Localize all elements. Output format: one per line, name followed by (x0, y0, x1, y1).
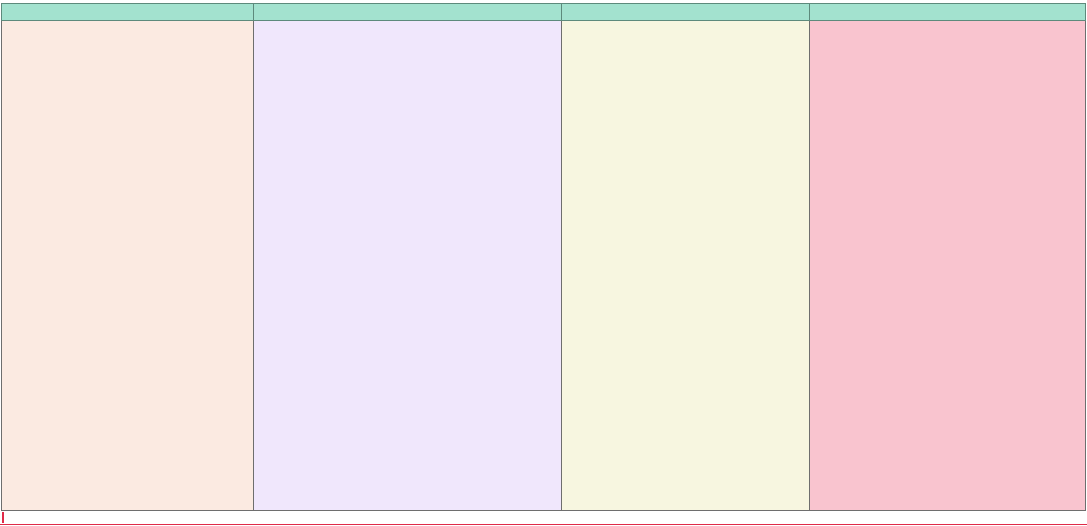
disclaimer-text (2, 512, 4, 523)
bottom-divider (0, 524, 1087, 525)
biology-header (810, 4, 1086, 21)
biology-column (810, 21, 1086, 511)
chemistry-header (254, 4, 562, 21)
header-row (2, 4, 1086, 21)
chemistry-column (254, 21, 562, 511)
content-row (2, 21, 1086, 511)
physics-column (2, 21, 254, 511)
mathematics-column (562, 21, 810, 511)
mathematics-header (562, 4, 810, 21)
physics-header (2, 4, 254, 21)
syllabus-table (1, 3, 1086, 511)
